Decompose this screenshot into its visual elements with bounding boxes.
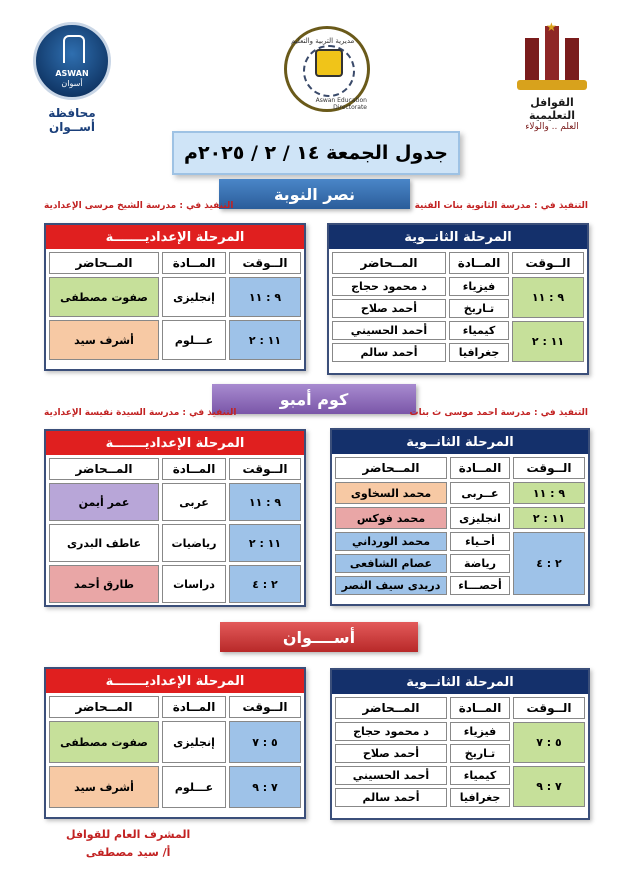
table-header: المرحلة الإعداديـــــــة [46, 225, 304, 249]
subject-cell: تـاريخ [450, 744, 510, 763]
col-time: الــوقت [229, 458, 301, 480]
teacher-cell: أحمد سالم [335, 788, 447, 807]
table-header: المرحلة الثانــوية [329, 225, 587, 249]
time-cell: ٥ : ٧ [229, 721, 301, 763]
col-subject: المــادة [162, 458, 226, 480]
subject-cell: عــربى [450, 482, 510, 504]
col-teacher: المــحاضر [335, 697, 447, 719]
governorate-caption: محافظة أســوان [48, 106, 96, 134]
col-subject: المــادة [450, 457, 510, 479]
col-subject: المــادة [162, 696, 226, 718]
time-cell: ٧ : ٩ [513, 766, 585, 807]
subject-cell: جغرافيا [449, 343, 509, 362]
supervisor-signature [66, 826, 190, 862]
prep-schedule-table [44, 429, 306, 607]
col-time: الــوقت [513, 697, 585, 719]
section-banner-aswan: أســــوان [220, 622, 418, 652]
aswan-emblem-icon: ASWAN أسوان [33, 22, 111, 100]
educational-caravans-logo [506, 20, 598, 132]
time-cell: ٩ : ١١ [229, 277, 301, 317]
teacher-cell: أحمد صلاح [335, 744, 447, 763]
secondary-schedule-table [327, 223, 589, 375]
subject-cell: دراسات [162, 565, 226, 603]
subject-cell: كيمياء [450, 766, 510, 785]
teacher-cell: محمد الورداني [335, 532, 447, 551]
time-cell: ١١ : ٢ [512, 321, 584, 362]
teacher-cell: صفوت مصطفى [49, 277, 159, 317]
teacher-cell: أحمد الحسيني [332, 321, 446, 340]
time-cell: ٧ : ٩ [229, 766, 301, 808]
page-title: جدول الجمعة ١٤ / ٢ / ٢٠٢٥م [172, 131, 460, 175]
teacher-cell: د محمود حجاج [332, 277, 446, 296]
time-cell: ١١ : ٢ [229, 320, 301, 360]
signature-title: المشرف العام للقوافل [66, 828, 191, 841]
col-teacher: المــحاضر [332, 252, 446, 274]
teacher-cell: أشرف سيد [49, 766, 159, 808]
col-subject: المــادة [162, 252, 226, 274]
subject-cell: إنجليزى [162, 277, 226, 317]
aswan-governorate-logo [27, 22, 117, 134]
time-cell: ٩ : ١١ [512, 277, 584, 318]
col-time: الــوقت [512, 252, 584, 274]
subject-cell: عـــلوم [162, 320, 226, 360]
subject-cell: جغرافيا [450, 788, 510, 807]
teacher-cell: أشرف سيد [49, 320, 159, 360]
table-header: المرحلة الثانــوية [332, 430, 588, 454]
subject-cell: رياضيات [162, 524, 226, 562]
table-header: المرحلة الثانــوية [332, 670, 588, 694]
subject-cell: انجليزى [450, 507, 510, 529]
gear-icon [315, 49, 343, 77]
subject-cell: إنجليزى [162, 721, 226, 763]
subject-cell: أحـياء [450, 532, 510, 551]
teacher-cell: صفوت مصطفى [49, 721, 159, 763]
teacher-cell: أحمد سالم [332, 343, 446, 362]
prep-schedule-table [44, 223, 306, 371]
exec-location-prep: التنفيذ في : مدرسة السيدة نفيسة الإعدادية [44, 408, 237, 418]
building-emblem-icon: ★ [517, 20, 587, 90]
caravans-subcaption: العلم .. والولاء [525, 122, 579, 132]
teacher-cell: طارق أحمد [49, 565, 159, 603]
time-cell: ٢ : ٤ [513, 532, 585, 595]
col-teacher: المــحاضر [49, 252, 159, 274]
caravans-caption: القوافل التعليمية [528, 96, 576, 122]
subject-cell: فيزياء [450, 722, 510, 741]
col-time: الــوقت [513, 457, 585, 479]
time-cell: ١١ : ٢ [513, 507, 585, 529]
teacher-cell: عاطف البدرى [49, 524, 159, 562]
section-banner-kom-ombo: كوم أمبو [212, 384, 416, 414]
col-teacher: المــحاضر [49, 458, 159, 480]
exec-location-secondary: التنفيذ في : مدرسة احمد موسى ث بنات [409, 408, 588, 418]
subject-cell: رياضة [450, 554, 510, 573]
teacher-cell: أحمد صلاح [332, 299, 446, 318]
subject-cell: عربى [162, 483, 226, 521]
subject-cell: أحصـــاء [450, 576, 510, 595]
exec-location-prep: التنفيذ في : مدرسة الشيخ مرسى الإعدادية [44, 201, 234, 211]
col-subject: المــادة [450, 697, 510, 719]
teacher-cell: عمر أيمن [49, 483, 159, 521]
col-subject: المــادة [449, 252, 509, 274]
col-teacher: المــحاضر [335, 457, 447, 479]
time-cell: ٢ : ٤ [229, 565, 301, 603]
teacher-cell: محمد السخاوى [335, 482, 447, 504]
time-cell: ٩ : ١١ [229, 483, 301, 521]
teacher-cell: عصام الشافعى [335, 554, 447, 573]
teacher-cell: محمد فوكس [335, 507, 447, 529]
time-cell: ٩ : ١١ [513, 482, 585, 504]
exec-location-secondary: التنفيذ في : مدرسة الثانوية بنات الفنية [414, 201, 588, 211]
subject-cell: تـاريخ [449, 299, 509, 318]
teacher-cell: د محمود حجاج [335, 722, 447, 741]
secondary-schedule-table [330, 668, 590, 820]
teacher-cell: أحمد الحسيني [335, 766, 447, 785]
table-header: المرحلة الإعداديـــــــة [46, 669, 304, 693]
subject-cell: عـــلوم [162, 766, 226, 808]
section-banner-nasr-nuba: نصر النوبة [219, 179, 410, 209]
teacher-cell: دريدى سيف النصر [335, 576, 447, 595]
time-cell: ١١ : ٢ [229, 524, 301, 562]
col-time: الــوقت [229, 252, 301, 274]
time-cell: ٥ : ٧ [513, 722, 585, 763]
signature-name: أ/ سيد مصطفى [85, 846, 171, 859]
subject-cell: فيزياء [449, 277, 509, 296]
secondary-schedule-table [330, 428, 590, 606]
col-time: الــوقت [229, 696, 301, 718]
table-header: المرحلة الإعداديـــــــة [46, 431, 304, 455]
education-directorate-logo: مديرية التربية والتعليم Aswan Education Directorate [284, 26, 370, 112]
prep-schedule-table [44, 667, 306, 819]
col-teacher: المــحاضر [49, 696, 159, 718]
subject-cell: كيمياء [449, 321, 509, 340]
